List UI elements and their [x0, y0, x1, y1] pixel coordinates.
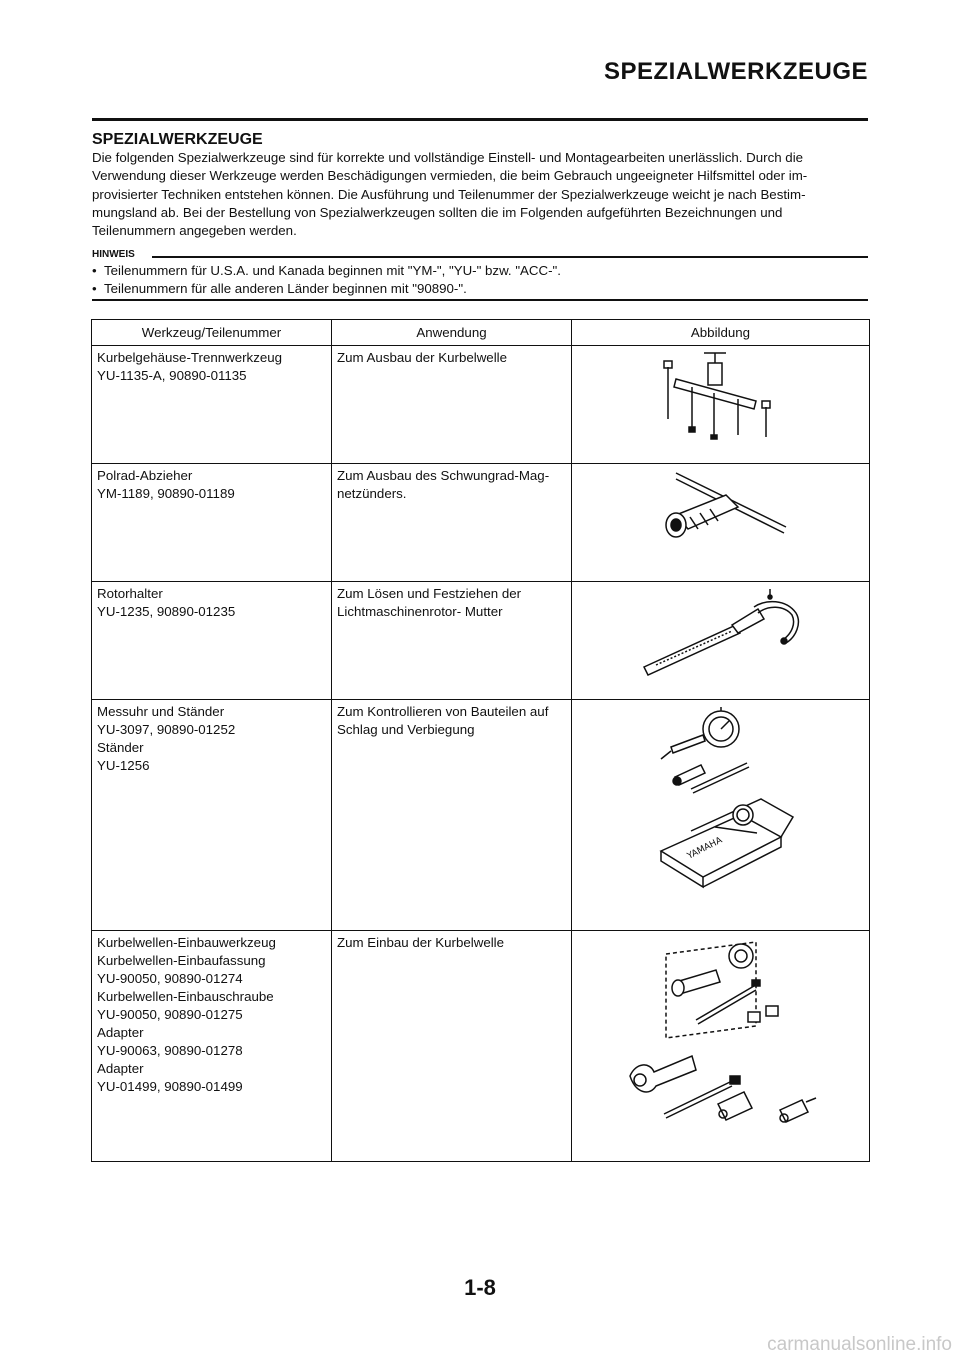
- tool-use: Zum Kontrollieren von Bauteilen auf: [337, 704, 549, 719]
- tool-name: Kurbelgehäuse-Trennwerkzeug: [97, 350, 283, 365]
- tool-part-number: YM-1189, 90890-01189: [97, 486, 235, 501]
- column-header-use: Anwendung: [332, 320, 572, 346]
- note-rule: [152, 256, 868, 258]
- use-cell: [332, 582, 572, 700]
- use-cell: [332, 464, 572, 582]
- table-row: [92, 346, 870, 464]
- tool-use: Zum Ausbau des Schwungrad-Mag-: [337, 468, 550, 483]
- tool-use: Schlag und Verbiegung: [337, 722, 475, 737]
- intro-line: provisierter Techniken entstehen können. Die Ausführung und Teilenummer der Spezialwerkzeuge weicht je nach Bestim-: [92, 186, 806, 202]
- crankshaft-installer-set-illustration: [606, 934, 836, 1144]
- tool-use: Zum Lösen und Festziehen der: [337, 586, 522, 601]
- note-end-rule: [92, 299, 868, 301]
- page-number: 1-8: [464, 1275, 496, 1300]
- section-title: SPEZIALWERKZEUGE: [92, 131, 263, 148]
- image-cell: [572, 464, 870, 582]
- intro-line: Verwendung dieser Werkzeuge werden Beschädigungen vermieden, die beim Gebrauch ungeeigneter Hilfsmittel oder im-: [92, 168, 808, 184]
- special-tools-table: [91, 319, 870, 1162]
- note-item: • Teilenummern für alle anderen Länder beginnen mit "90890-".: [92, 280, 868, 298]
- image-cell: [572, 700, 870, 931]
- dial-gauge-and-stand-illustration: [631, 703, 811, 913]
- tool-cell: [92, 346, 332, 464]
- tool-part-number: YU-3097, 90890-01252: [97, 722, 236, 737]
- tool-cell: [92, 931, 332, 1162]
- intro-line: mungsland ab. Bei der Bestellung von Spezialwerkzeugen sollten die im Folgenden aufgeführten Bezeichnungen und: [92, 204, 783, 220]
- tool-name: Rotorhalter: [97, 586, 163, 601]
- intro-paragraph: [92, 149, 868, 240]
- tool-name: Adapter: [97, 1025, 144, 1040]
- tool-use: netzünders.: [337, 486, 407, 501]
- note-list: [92, 262, 868, 298]
- page-header-title: SPEZIALWERKZEUGE: [603, 58, 868, 85]
- rotor-holder-illustration: [636, 585, 806, 680]
- tool-part-number: YU-1256: [97, 758, 150, 773]
- tool-name: Ständer: [97, 740, 144, 755]
- tool-use: Zum Einbau der Kurbelwelle: [337, 935, 505, 950]
- image-cell: [572, 346, 870, 464]
- use-cell: [332, 700, 572, 931]
- flywheel-puller-illustration: [646, 467, 796, 547]
- tool-part-number: YU-01499, 90890-01499: [97, 1079, 243, 1094]
- table-row: [92, 931, 870, 1162]
- tool-name: Adapter: [97, 1061, 144, 1076]
- note-label: HINWEIS: [92, 249, 135, 260]
- intro-line: Die folgenden Spezialwerkzeuge sind für korrekte und vollständige Einstell- und Montagearbeiten unerlässlich. Durch die: [92, 150, 804, 165]
- image-cell: [572, 931, 870, 1162]
- table-header-row: [92, 320, 870, 346]
- watermark: carmanualsonline.info: [767, 1334, 952, 1355]
- crankcase-separator-tool-illustration: [656, 349, 786, 444]
- tool-name: Kurbelwellen-Einbaufassung: [97, 953, 266, 968]
- tool-name: Kurbelwellen-Einbauwerkzeug: [97, 935, 276, 950]
- header-rule: [92, 118, 868, 121]
- tool-part-number: YU-1235, 90890-01235: [97, 604, 236, 619]
- intro-line: Teilenummern angegeben werden.: [92, 223, 297, 239]
- tool-part-number: YU-90050, 90890-01275: [97, 1007, 243, 1022]
- use-cell: [332, 346, 572, 464]
- tool-part-number: YU-90063, 90890-01278: [97, 1043, 243, 1058]
- note-item: • Teilenummern für U.S.A. und Kanada beginnen mit "YM-", "YU-" bzw. "ACC-".: [92, 262, 868, 280]
- table-row: [92, 464, 870, 582]
- tool-use: Zum Ausbau der Kurbelwelle: [337, 350, 507, 365]
- tool-cell: [92, 464, 332, 582]
- tool-cell: [92, 700, 332, 931]
- column-header-image: Abbildung: [572, 320, 870, 346]
- column-header-tool: Werkzeug/Teilenummer: [92, 320, 332, 346]
- table-row: [92, 582, 870, 700]
- image-cell: [572, 582, 870, 700]
- tool-part-number: YU-90050, 90890-01274: [97, 971, 243, 986]
- tool-name: Polrad-Abzieher: [97, 468, 193, 483]
- tool-part-number: YU-1135-A, 90890-01135: [97, 368, 247, 383]
- tool-use: Lichtmaschinenrotor- Mutter: [337, 604, 503, 619]
- use-cell: [332, 931, 572, 1162]
- tool-name: Messuhr und Ständer: [97, 704, 225, 719]
- svg-text:YAMAHA: YAMAHA: [685, 835, 724, 862]
- table-row: [92, 700, 870, 931]
- tool-cell: [92, 582, 332, 700]
- tool-name: Kurbelwellen-Einbauschraube: [97, 989, 274, 1004]
